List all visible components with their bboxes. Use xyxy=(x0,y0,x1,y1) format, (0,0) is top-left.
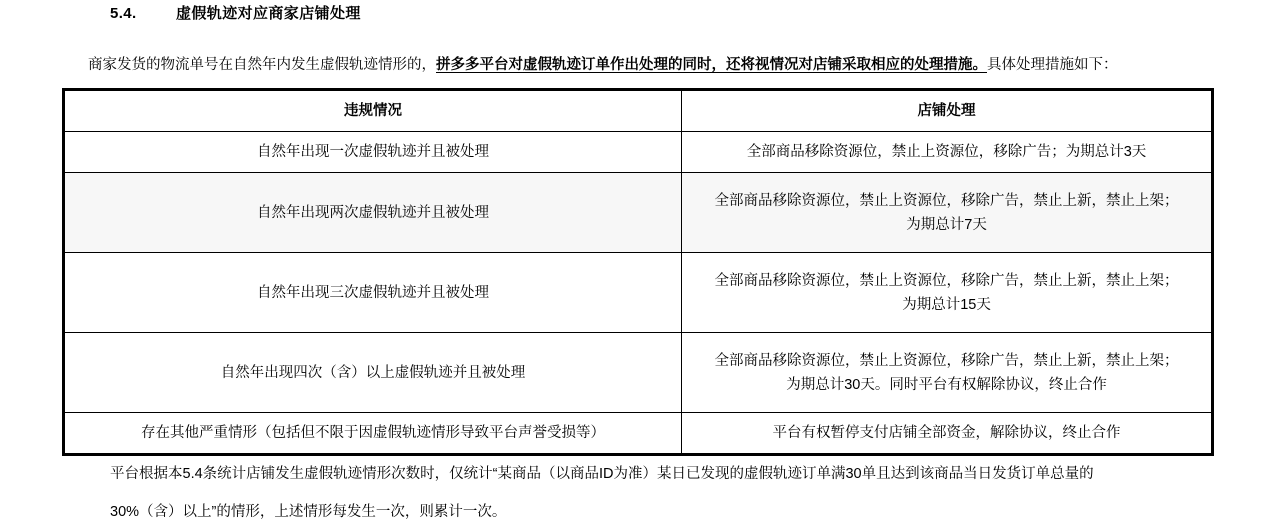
footer-note xyxy=(110,455,1220,531)
violation-cell: 自然年出现三次虚假轨迹并且被处理 xyxy=(65,253,682,333)
column-header-penalty: 店铺处理 xyxy=(682,91,1212,132)
table-row xyxy=(65,333,1212,413)
violation-cell: 自然年出现一次虚假轨迹并且被处理 xyxy=(65,132,682,173)
intro-before: 商家发货的物流单号在自然年内发生虚假轨迹情形的， xyxy=(88,57,436,73)
penalty-line: 为期总计7天 xyxy=(906,216,987,233)
section-title: 虚假轨迹对应商家店铺处理 xyxy=(176,5,361,22)
section-heading xyxy=(110,2,361,23)
footer-note-line-2: 30%（含）以上”的情形，上述情形每发生一次，则累计一次。 xyxy=(110,504,507,520)
penalty-cell xyxy=(682,173,1212,253)
penalty-cell xyxy=(682,132,1212,173)
intro-paragraph xyxy=(88,54,1218,76)
table-row xyxy=(65,253,1212,333)
column-header-violation: 违规情况 xyxy=(65,91,682,132)
penalty-cell xyxy=(682,333,1212,413)
table-header-row xyxy=(65,91,1212,132)
penalty-line: 全部商品移除资源位，禁止上资源位，移除广告，禁止上新，禁止上架； xyxy=(714,192,1179,209)
rules-table xyxy=(64,90,1212,454)
penalty-cell xyxy=(682,253,1212,333)
penalty-line: 全部商品移除资源位，禁止上资源位，移除广告；为期总计3天 xyxy=(746,144,1147,160)
penalty-line: 平台有权暂停支付店铺全部资金，解除协议，终止合作 xyxy=(772,425,1121,441)
violation-cell: 存在其他严重情形（包括但不限于因虚假轨迹情形导致平台声誉受损等） xyxy=(65,413,682,454)
rules-table-container xyxy=(62,88,1214,456)
penalty-line: 全部商品移除资源位，禁止上资源位，移除广告，禁止上新，禁止上架； xyxy=(714,272,1179,289)
footer-note-line-1: 平台根据本5.4条统计店铺发生虚假轨迹情形次数时，仅统计“某商品（以商品ID为准）某日已发现的虚假轨迹订单满30单且达到该商品当日发货订单总量的 xyxy=(110,466,1094,482)
penalty-cell xyxy=(682,413,1212,454)
penalty-line: 全部商品移除资源位，禁止上资源位，移除广告，禁止上新，禁止上架； xyxy=(714,352,1179,369)
intro-emphasis: 拼多多平台对虚假轨迹订单作出处理的同时，还将视情况对店铺采取相应的处理措施。 xyxy=(436,57,987,73)
table-row xyxy=(65,132,1212,173)
table-row xyxy=(65,413,1212,454)
violation-cell: 自然年出现两次虚假轨迹并且被处理 xyxy=(65,173,682,253)
table-row xyxy=(65,173,1212,253)
intro-after: 具体处理措施如下： xyxy=(987,57,1118,73)
penalty-line: 为期总计15天 xyxy=(902,296,991,313)
section-number: 5.4. xyxy=(110,5,137,22)
violation-cell: 自然年出现四次（含）以上虚假轨迹并且被处理 xyxy=(65,333,682,413)
penalty-line: 为期总计30天。同时平台有权解除协议，终止合作 xyxy=(786,376,1107,393)
